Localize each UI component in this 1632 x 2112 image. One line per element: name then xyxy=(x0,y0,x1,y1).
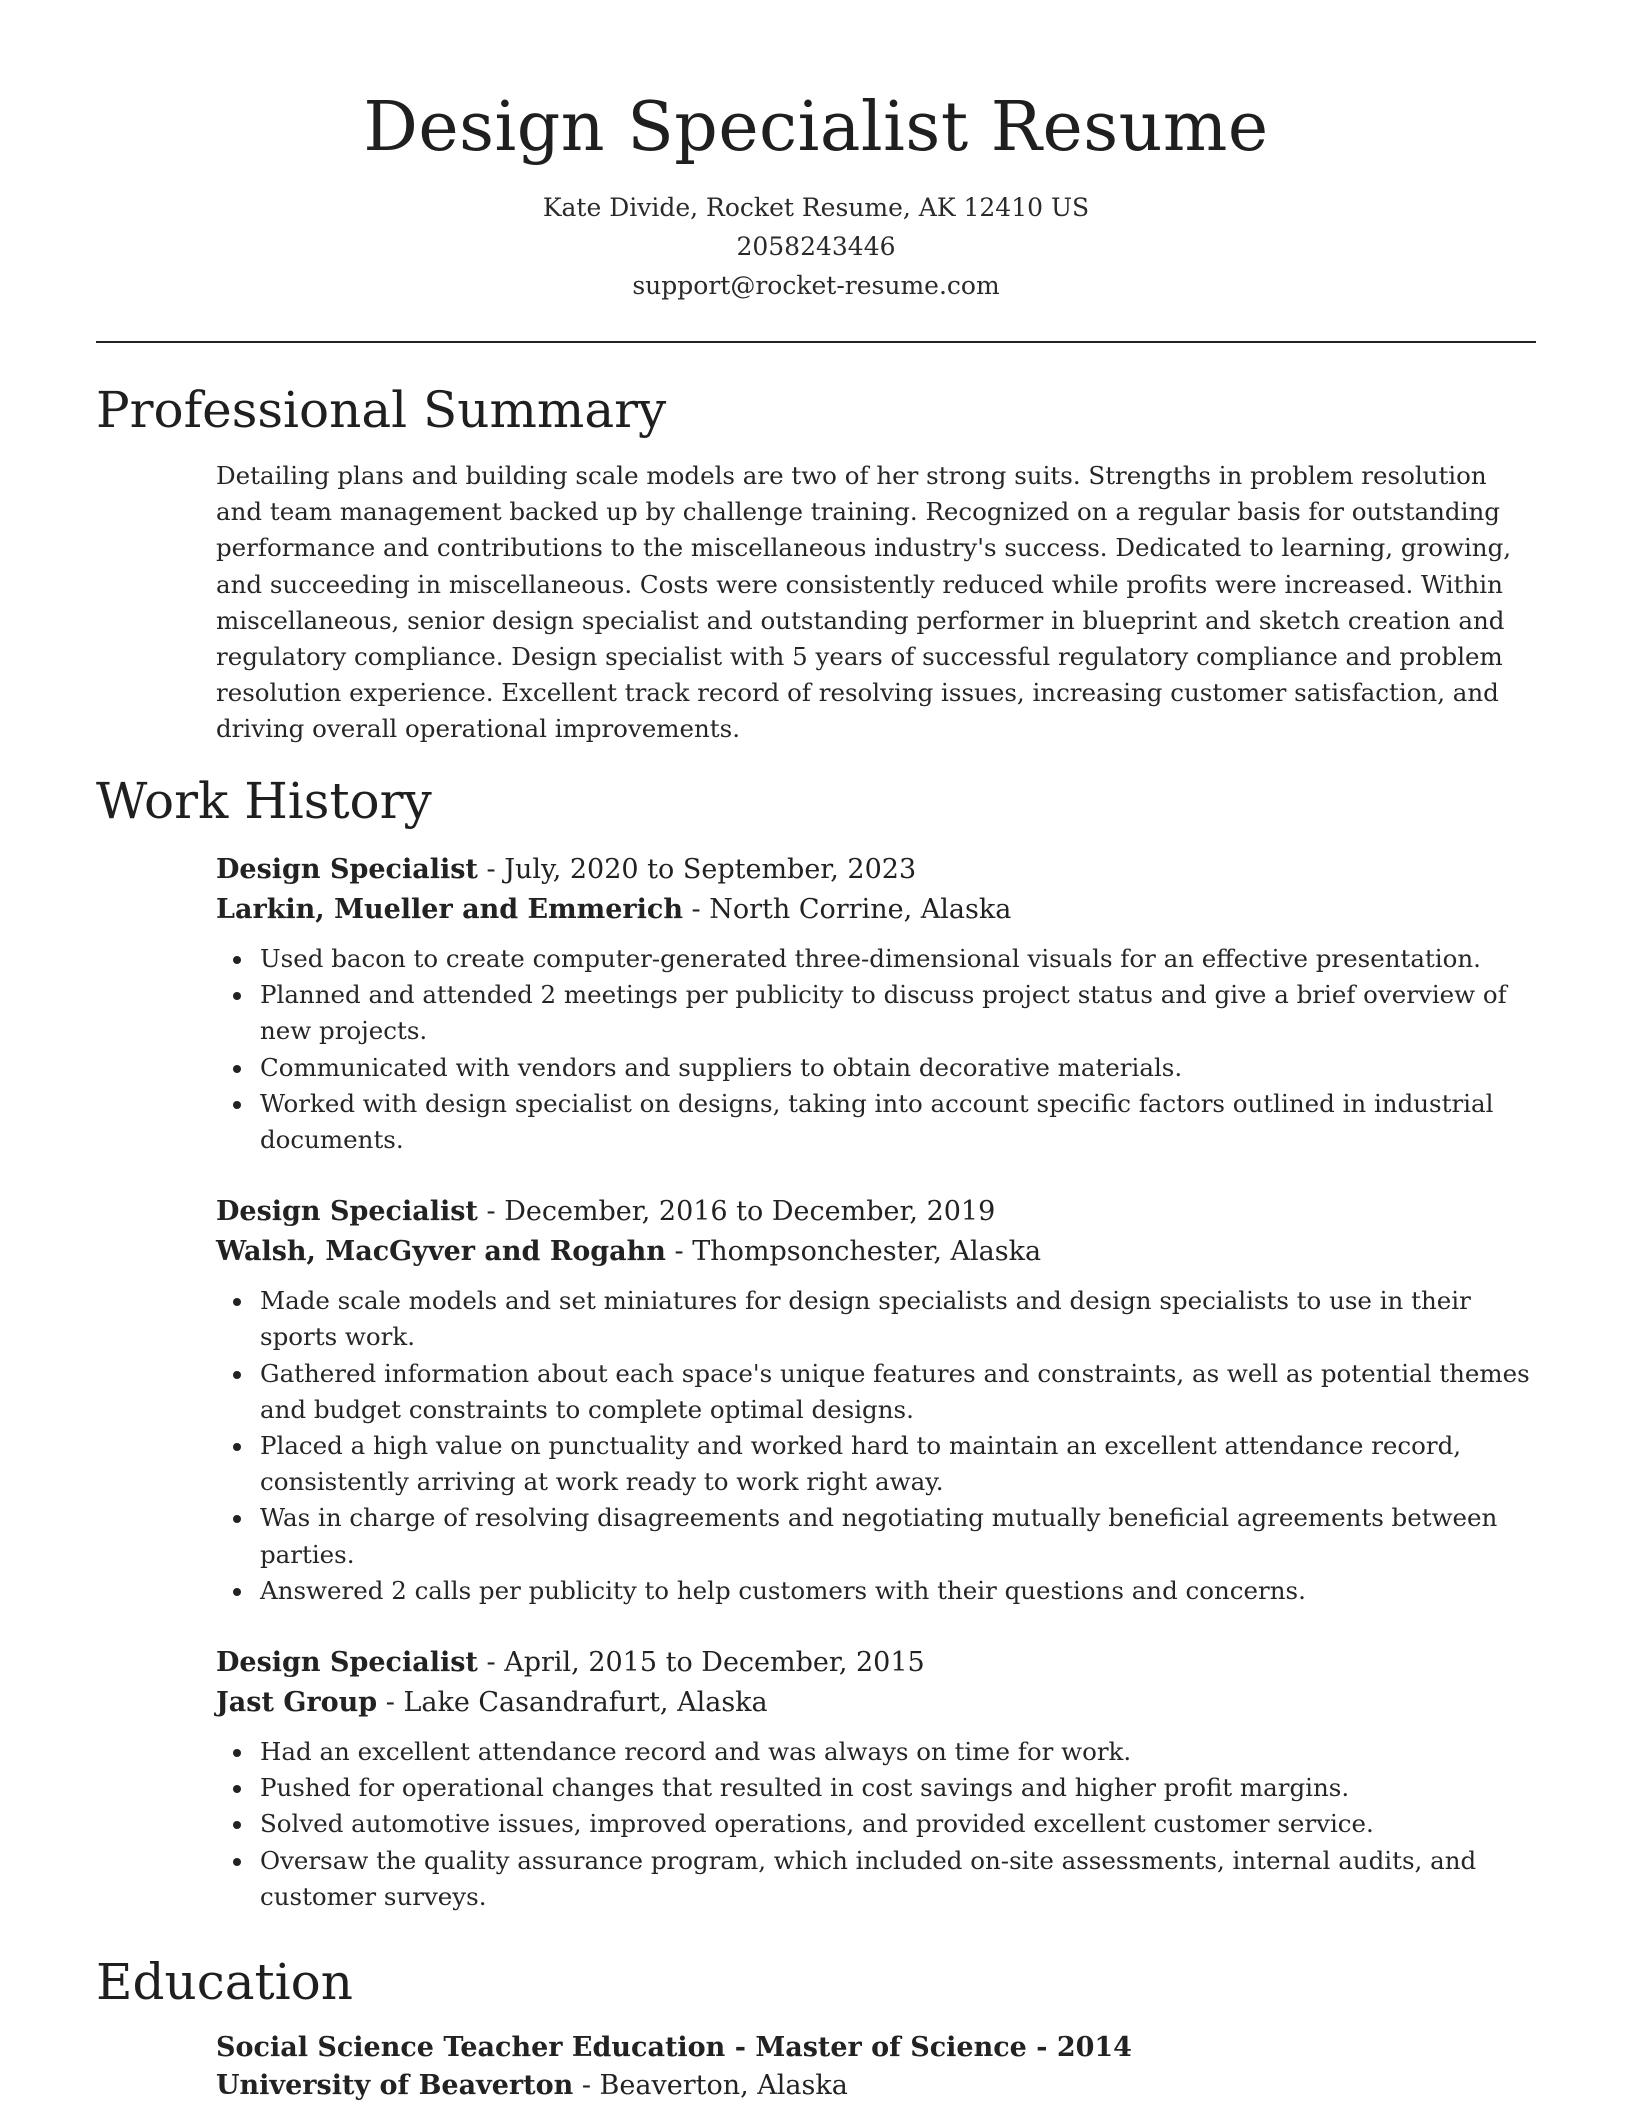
job-bullet: Gathered information about each space's unique features and constraints, as well as potential themes and budget constraints to complete optimal designs. xyxy=(260,1356,1536,1428)
contact-address: Kate Divide, Rocket Resume, AK 12410 US xyxy=(542,193,1090,222)
job-bullet: Placed a high value on punctuality and worked hard to maintain an excellent attendance record, consistently arriving at work ready to work right away. xyxy=(260,1428,1536,1500)
summary-section xyxy=(216,458,1536,748)
job-company: Jast Group xyxy=(216,1687,378,1719)
education-degree-text: Social Science Teacher Education - Master of Science - 2014 xyxy=(216,2032,1132,2063)
job-title-line xyxy=(216,1192,1536,1232)
job-location: - Thompsonchester, Alaska xyxy=(665,1236,1042,1268)
job-bullet: Planned and attended 2 meetings per publicity to discuss project status and give a brief overview of new projects. xyxy=(260,977,1536,1049)
work-history-section xyxy=(216,850,1536,1949)
job-title: Design Specialist xyxy=(216,1647,478,1679)
job-entry xyxy=(216,1643,1536,1915)
education-school-line xyxy=(216,2067,1536,2105)
job-title: Design Specialist xyxy=(216,854,478,885)
job-entry xyxy=(216,850,1536,1158)
summary-heading: Professional Summary xyxy=(96,381,667,439)
job-bullet: Communicated with vendors and suppliers to obtain decorative materials. xyxy=(260,1050,1536,1086)
job-bullet: Had an excellent attendance record and was always on time for work. xyxy=(260,1734,1536,1770)
contact-block xyxy=(96,188,1536,305)
job-bullet: Pushed for operational changes that resulted in cost savings and higher profit margins. xyxy=(260,1770,1536,1806)
job-company-line xyxy=(216,1683,1536,1723)
education-degree xyxy=(216,2029,1536,2067)
job-bullets xyxy=(216,941,1536,1158)
job-bullets xyxy=(216,1734,1536,1915)
job-company-line xyxy=(216,890,1536,930)
job-title-line xyxy=(216,850,1536,890)
job-location: - North Corrine, Alaska xyxy=(682,894,1012,925)
job-bullet: Was in charge of resolving disagreements and negotiating mutually beneficial agreements between parties. xyxy=(260,1500,1536,1572)
job-dates: - April, 2015 to December, 2015 xyxy=(477,1647,925,1679)
job-company-line xyxy=(216,1232,1536,1272)
job-bullet: Used bacon to create computer-generated three-dimensional visuals for an effective presentation. xyxy=(260,941,1536,977)
resume-title: Design Specialist Resume xyxy=(363,88,1269,167)
education-school-location: - Beaverton, Alaska xyxy=(573,2070,848,2101)
resume-header xyxy=(96,82,1536,305)
job-company: Walsh, MacGyver and Rogahn xyxy=(216,1236,666,1268)
job-bullets xyxy=(216,1283,1536,1609)
job-location: - Lake Casandrafurt, Alaska xyxy=(377,1687,768,1719)
job-bullet: Solved automotive issues, improved operations, and provided excellent customer service. xyxy=(260,1806,1536,1842)
job-company: Larkin, Mueller and Emmerich xyxy=(216,894,683,925)
education-section xyxy=(216,2029,1536,2105)
contact-phone: 2058243446 xyxy=(736,232,896,261)
job-bullet: Worked with design specialist on designs, taking into account specific factors outlined in industrial documents. xyxy=(260,1086,1536,1158)
work-history-heading: Work History xyxy=(96,772,432,830)
education-heading: Education xyxy=(96,1953,353,2011)
job-title: Design Specialist xyxy=(216,1196,478,1228)
job-dates: - December, 2016 to December, 2019 xyxy=(477,1196,996,1228)
contact-email: support@rocket-resume.com xyxy=(632,271,1000,300)
job-title-line xyxy=(216,1643,1536,1683)
header-divider xyxy=(96,341,1536,343)
job-bullet: Made scale models and set miniatures for design specialists and design specialists to use in their sports work. xyxy=(260,1283,1536,1355)
job-bullet: Oversaw the quality assurance program, which included on-site assessments, internal audits, and customer surveys. xyxy=(260,1843,1536,1915)
job-dates: - July, 2020 to September, 2023 xyxy=(477,854,917,885)
summary-text: Detailing plans and building scale models are two of her strong suits. Strengths in problem resolution and team management backed up by challenge training. Recognized on a regular basis for outstanding performance and contributions to the miscellaneous industry's success. Dedicated to learning, growing, and succeeding in miscellaneous. Costs were consistently reduced while profits were increased. Within miscellaneous, senior design specialist and outstanding performer in blueprint and sketch creation and regulatory compliance. Design specialist with 5 years of successful regulatory compliance and problem resolution experience. Excellent track record of resolving issues, increasing customer satisfaction, and driving overall operational improvements. xyxy=(216,461,1512,744)
education-school: University of Beaverton xyxy=(216,2070,574,2101)
job-entry xyxy=(216,1192,1536,1609)
job-bullet: Answered 2 calls per publicity to help customers with their questions and concerns. xyxy=(260,1573,1536,1609)
